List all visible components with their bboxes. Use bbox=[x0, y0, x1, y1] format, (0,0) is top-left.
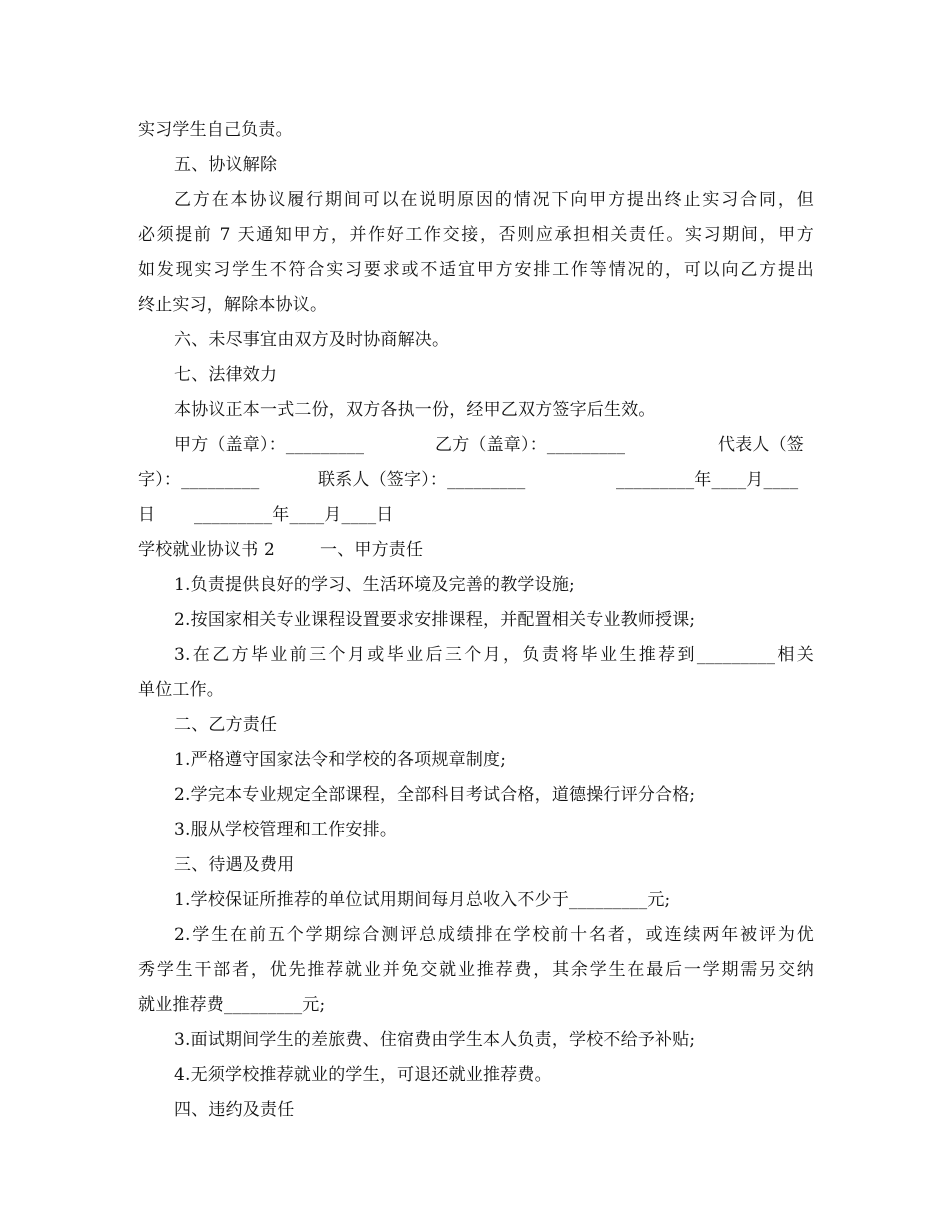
paragraph-line: 必须提前 7 天通知甲方，并作好工作交接，否则应承担相关责任。实习期间，甲方 bbox=[138, 225, 814, 245]
document-title: 学校就业协议书 2 bbox=[138, 540, 276, 560]
date-blank-1: _________年____月____ bbox=[616, 470, 799, 490]
section-heading-6: 六、未尽事宜由双方及时协商解决。 bbox=[174, 330, 450, 350]
list-item: 1.严格遵守国家法令和学校的各项规章制度; bbox=[174, 750, 507, 770]
section-heading-1: 一、甲方责任 bbox=[320, 540, 424, 560]
section-heading-5: 五、协议解除 bbox=[174, 155, 278, 175]
representative-sign: 字）：_________ bbox=[138, 470, 260, 490]
paragraph-line: 实习学生自己负责。 bbox=[138, 120, 293, 140]
section-heading-7: 七、法律效力 bbox=[174, 365, 278, 385]
section-heading-3: 三、待遇及费用 bbox=[174, 855, 295, 875]
paragraph-line: 乙方在本协议履行期间可以在说明原因的情况下向甲方提出终止实习合同，但 bbox=[174, 190, 814, 210]
list-item: 3.在乙方毕业前三个月或毕业后三个月，负责将毕业生推荐到_________相关 bbox=[174, 645, 814, 665]
paragraph-line: 本协议正本一式二份，双方各执一份，经甲乙双方签字后生效。 bbox=[174, 400, 656, 420]
list-item: 1.学校保证所推荐的单位试用期间每月总收入不少于_________元; bbox=[174, 890, 671, 910]
date-blank-2: _________年____月____日 bbox=[194, 505, 394, 525]
list-item: 3.服从学校管理和工作安排。 bbox=[174, 820, 398, 840]
representative-label: 代表人（签 bbox=[718, 435, 804, 455]
section-heading-2: 二、乙方责任 bbox=[174, 715, 278, 735]
paragraph-line: 单位工作。 bbox=[138, 680, 224, 700]
list-item: 2.学生在前五个学期综合测评总成绩排在学校前十名者，或连续两年被评为优 bbox=[174, 925, 814, 945]
list-item: 2.学完本专业规定全部课程，全部科目考试合格，道德操行评分合格; bbox=[174, 785, 696, 805]
list-item: 3.面试期间学生的差旅费、住宿费由学生本人负责，学校不给予补贴; bbox=[174, 1030, 696, 1050]
paragraph-line: 就业推荐费_________元; bbox=[138, 995, 326, 1015]
list-item: 2.按国家相关专业课程设置要求安排课程，并配置相关专业教师授课; bbox=[174, 610, 696, 630]
paragraph-line: 如发现实习学生不符合实习要求或不适宜甲方安排工作等情况的，可以向乙方提出 bbox=[138, 260, 814, 280]
day-label: 日 bbox=[138, 505, 156, 525]
list-item: 1.负责提供良好的学习、生活环境及完善的教学设施; bbox=[174, 575, 575, 595]
section-heading-4: 四、违约及责任 bbox=[174, 1100, 295, 1120]
list-item: 4.无须学校推荐就业的学生，可退还就业推荐费。 bbox=[174, 1065, 552, 1085]
party-a-seal: 甲方（盖章）：_________ bbox=[174, 435, 365, 455]
contact-sign: 联系人（签字）：_________ bbox=[318, 470, 526, 490]
paragraph-line: 秀学生干部者，优先推荐就业并免交就业推荐费，其余学生在最后一学期需另交纳 bbox=[138, 960, 814, 980]
party-b-seal: 乙方（盖章）：_________ bbox=[435, 435, 626, 455]
paragraph-line: 终止实习，解除本协议。 bbox=[138, 295, 328, 315]
